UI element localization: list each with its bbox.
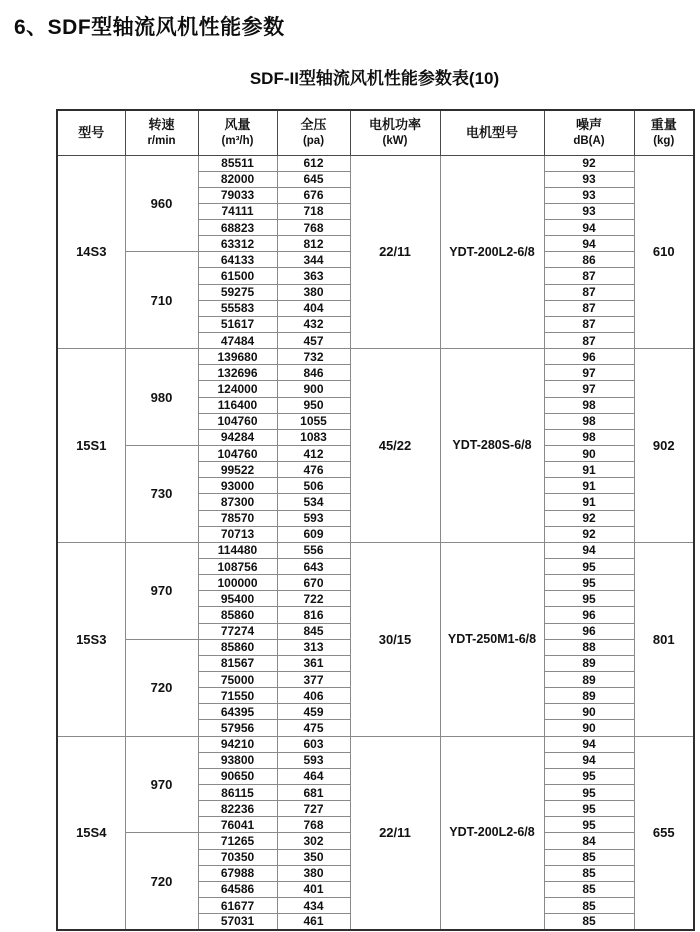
cell-flow: 82236 bbox=[198, 801, 277, 817]
cell-power: 30/15 bbox=[350, 542, 440, 736]
table-row bbox=[57, 349, 694, 365]
cell-model: 14S3 bbox=[57, 155, 125, 349]
cell-pressure: 768 bbox=[277, 817, 350, 833]
cell-pressure: 612 bbox=[277, 155, 350, 171]
cell-pressure: 609 bbox=[277, 526, 350, 542]
cell-noise: 87 bbox=[544, 268, 634, 284]
cell-flow: 100000 bbox=[198, 575, 277, 591]
cell-weight: 655 bbox=[634, 736, 694, 930]
cell-flow: 86115 bbox=[198, 784, 277, 800]
cell-flow: 77274 bbox=[198, 623, 277, 639]
column-header-weight bbox=[634, 110, 694, 155]
cell-flow: 70713 bbox=[198, 526, 277, 542]
cell-noise: 98 bbox=[544, 413, 634, 429]
cell-pressure: 1055 bbox=[277, 413, 350, 429]
cell-pressure: 406 bbox=[277, 688, 350, 704]
cell-speed: 970 bbox=[125, 736, 198, 833]
cell-flow: 64586 bbox=[198, 881, 277, 897]
cell-pressure: 534 bbox=[277, 494, 350, 510]
column-unit: (m³/h) bbox=[221, 134, 254, 147]
column-label: 电机功率 bbox=[368, 117, 421, 133]
cell-flow: 75000 bbox=[198, 672, 277, 688]
cell-flow: 47484 bbox=[198, 333, 277, 349]
cell-pressure: 350 bbox=[277, 849, 350, 865]
cell-pressure: 475 bbox=[277, 720, 350, 736]
cell-noise: 97 bbox=[544, 381, 634, 397]
cell-pressure: 434 bbox=[277, 897, 350, 913]
cell-flow: 104760 bbox=[198, 446, 277, 462]
cell-noise: 93 bbox=[544, 171, 634, 187]
cell-power: 22/11 bbox=[350, 155, 440, 349]
cell-noise: 95 bbox=[544, 784, 634, 800]
cell-flow: 64133 bbox=[198, 252, 277, 268]
cell-motor: YDT-200L2-6/8 bbox=[440, 155, 544, 349]
cell-flow: 95400 bbox=[198, 591, 277, 607]
cell-noise: 92 bbox=[544, 526, 634, 542]
cell-motor: YDT-280S-6/8 bbox=[440, 349, 544, 543]
table-header bbox=[57, 110, 694, 155]
cell-speed: 720 bbox=[125, 833, 198, 930]
column-header-model bbox=[57, 110, 125, 155]
cell-speed: 720 bbox=[125, 639, 198, 736]
column-header-flow bbox=[198, 110, 277, 155]
cell-pressure: 603 bbox=[277, 736, 350, 752]
cell-noise: 90 bbox=[544, 704, 634, 720]
cell-pressure: 432 bbox=[277, 316, 350, 332]
cell-noise: 85 bbox=[544, 849, 634, 865]
cell-flow: 51617 bbox=[198, 316, 277, 332]
cell-flow: 61677 bbox=[198, 897, 277, 913]
cell-pressure: 718 bbox=[277, 203, 350, 219]
cell-pressure: 506 bbox=[277, 478, 350, 494]
cell-noise: 95 bbox=[544, 768, 634, 784]
cell-noise: 98 bbox=[544, 397, 634, 413]
cell-flow: 71550 bbox=[198, 688, 277, 704]
cell-noise: 87 bbox=[544, 284, 634, 300]
table-row bbox=[57, 736, 694, 752]
cell-pressure: 643 bbox=[277, 559, 350, 575]
cell-power: 45/22 bbox=[350, 349, 440, 543]
cell-flow: 68823 bbox=[198, 220, 277, 236]
cell-noise: 92 bbox=[544, 510, 634, 526]
cell-noise: 96 bbox=[544, 607, 634, 623]
cell-pressure: 593 bbox=[277, 510, 350, 526]
cell-noise: 94 bbox=[544, 752, 634, 768]
cell-pressure: 676 bbox=[277, 187, 350, 203]
cell-noise: 94 bbox=[544, 542, 634, 558]
cell-model: 15S4 bbox=[57, 736, 125, 930]
header-row bbox=[57, 110, 694, 155]
cell-pressure: 404 bbox=[277, 300, 350, 316]
cell-noise: 89 bbox=[544, 672, 634, 688]
cell-flow: 59275 bbox=[198, 284, 277, 300]
cell-pressure: 457 bbox=[277, 333, 350, 349]
cell-speed: 970 bbox=[125, 542, 198, 639]
cell-noise: 91 bbox=[544, 462, 634, 478]
cell-noise: 92 bbox=[544, 155, 634, 171]
table-row bbox=[57, 155, 694, 171]
column-header-speed bbox=[125, 110, 198, 155]
cell-noise: 85 bbox=[544, 881, 634, 897]
cell-noise: 94 bbox=[544, 236, 634, 252]
cell-noise: 85 bbox=[544, 897, 634, 913]
cell-flow: 85860 bbox=[198, 607, 277, 623]
cell-flow: 93000 bbox=[198, 478, 277, 494]
cell-flow: 124000 bbox=[198, 381, 277, 397]
column-label: 转速 bbox=[148, 117, 175, 133]
cell-flow: 94210 bbox=[198, 736, 277, 752]
cell-pressure: 461 bbox=[277, 914, 350, 930]
cell-flow: 61500 bbox=[198, 268, 277, 284]
cell-pressure: 401 bbox=[277, 881, 350, 897]
cell-noise: 85 bbox=[544, 865, 634, 881]
cell-noise: 91 bbox=[544, 478, 634, 494]
cell-noise: 96 bbox=[544, 349, 634, 365]
cell-pressure: 645 bbox=[277, 171, 350, 187]
cell-flow: 85511 bbox=[198, 155, 277, 171]
cell-pressure: 816 bbox=[277, 607, 350, 623]
cell-speed: 980 bbox=[125, 349, 198, 446]
cell-motor: YDT-200L2-6/8 bbox=[440, 736, 544, 930]
cell-noise: 97 bbox=[544, 365, 634, 381]
cell-noise: 89 bbox=[544, 688, 634, 704]
column-unit: (kW) bbox=[382, 134, 408, 147]
cell-noise: 88 bbox=[544, 639, 634, 655]
column-header-pressure bbox=[277, 110, 350, 155]
cell-pressure: 344 bbox=[277, 252, 350, 268]
cell-pressure: 313 bbox=[277, 639, 350, 655]
cell-pressure: 670 bbox=[277, 575, 350, 591]
cell-pressure: 380 bbox=[277, 284, 350, 300]
column-header-power bbox=[350, 110, 440, 155]
cell-power: 22/11 bbox=[350, 736, 440, 930]
column-unit: r/min bbox=[147, 134, 176, 147]
cell-flow: 57031 bbox=[198, 914, 277, 930]
cell-pressure: 476 bbox=[277, 462, 350, 478]
cell-flow: 55583 bbox=[198, 300, 277, 316]
table-body bbox=[57, 155, 694, 930]
cell-weight: 902 bbox=[634, 349, 694, 543]
column-unit: (kg) bbox=[653, 134, 675, 147]
cell-noise: 90 bbox=[544, 446, 634, 462]
page-title: 6、SDF型轴流风机性能参数 bbox=[14, 16, 285, 39]
cell-pressure: 722 bbox=[277, 591, 350, 607]
cell-pressure: 950 bbox=[277, 397, 350, 413]
column-header-motor bbox=[440, 110, 544, 155]
cell-flow: 81567 bbox=[198, 655, 277, 671]
cell-noise: 94 bbox=[544, 736, 634, 752]
cell-flow: 74111 bbox=[198, 203, 277, 219]
cell-flow: 87300 bbox=[198, 494, 277, 510]
cell-noise: 84 bbox=[544, 833, 634, 849]
cell-pressure: 732 bbox=[277, 349, 350, 365]
cell-pressure: 380 bbox=[277, 865, 350, 881]
cell-noise: 93 bbox=[544, 187, 634, 203]
cell-flow: 116400 bbox=[198, 397, 277, 413]
cell-pressure: 302 bbox=[277, 833, 350, 849]
cell-model: 15S3 bbox=[57, 542, 125, 736]
column-unit: dB(A) bbox=[573, 134, 605, 147]
cell-speed: 710 bbox=[125, 252, 198, 349]
cell-noise: 94 bbox=[544, 220, 634, 236]
cell-flow: 108756 bbox=[198, 559, 277, 575]
cell-weight: 610 bbox=[634, 155, 694, 349]
column-label: 型号 bbox=[78, 124, 105, 140]
cell-pressure: 900 bbox=[277, 381, 350, 397]
cell-flow: 76041 bbox=[198, 817, 277, 833]
cell-noise: 87 bbox=[544, 316, 634, 332]
column-label: 风量 bbox=[224, 117, 251, 133]
cell-pressure: 768 bbox=[277, 220, 350, 236]
column-unit: (pa) bbox=[302, 134, 325, 147]
cell-noise: 91 bbox=[544, 494, 634, 510]
column-label: 全压 bbox=[300, 117, 327, 133]
cell-noise: 93 bbox=[544, 203, 634, 219]
cell-noise: 85 bbox=[544, 914, 634, 930]
cell-flow: 70350 bbox=[198, 849, 277, 865]
cell-flow: 104760 bbox=[198, 413, 277, 429]
cell-flow: 94284 bbox=[198, 429, 277, 445]
cell-flow: 82000 bbox=[198, 171, 277, 187]
cell-noise: 95 bbox=[544, 575, 634, 591]
cell-flow: 57956 bbox=[198, 720, 277, 736]
cell-pressure: 1083 bbox=[277, 429, 350, 445]
cell-model: 15S1 bbox=[57, 349, 125, 543]
table-row bbox=[57, 542, 694, 558]
cell-flow: 67988 bbox=[198, 865, 277, 881]
cell-flow: 63312 bbox=[198, 236, 277, 252]
cell-pressure: 363 bbox=[277, 268, 350, 284]
cell-pressure: 845 bbox=[277, 623, 350, 639]
cell-pressure: 727 bbox=[277, 801, 350, 817]
column-label: 噪声 bbox=[575, 117, 602, 133]
cell-flow: 114480 bbox=[198, 542, 277, 558]
cell-noise: 98 bbox=[544, 429, 634, 445]
cell-pressure: 459 bbox=[277, 704, 350, 720]
column-label: 重量 bbox=[650, 117, 677, 133]
cell-flow: 79033 bbox=[198, 187, 277, 203]
cell-noise: 87 bbox=[544, 333, 634, 349]
cell-noise: 95 bbox=[544, 591, 634, 607]
cell-speed: 730 bbox=[125, 446, 198, 543]
cell-flow: 139680 bbox=[198, 349, 277, 365]
cell-pressure: 412 bbox=[277, 446, 350, 462]
cell-flow: 78570 bbox=[198, 510, 277, 526]
cell-pressure: 681 bbox=[277, 784, 350, 800]
cell-speed: 960 bbox=[125, 155, 198, 252]
cell-noise: 89 bbox=[544, 655, 634, 671]
cell-motor: YDT-250M1-6/8 bbox=[440, 542, 544, 736]
cell-noise: 90 bbox=[544, 720, 634, 736]
cell-flow: 132696 bbox=[198, 365, 277, 381]
cell-flow: 93800 bbox=[198, 752, 277, 768]
cell-noise: 95 bbox=[544, 801, 634, 817]
column-label: 电机型号 bbox=[465, 124, 518, 140]
cell-pressure: 812 bbox=[277, 236, 350, 252]
cell-weight: 801 bbox=[634, 542, 694, 736]
cell-noise: 86 bbox=[544, 252, 634, 268]
cell-pressure: 361 bbox=[277, 655, 350, 671]
cell-noise: 95 bbox=[544, 559, 634, 575]
performance-table bbox=[56, 109, 695, 931]
cell-flow: 90650 bbox=[198, 768, 277, 784]
cell-flow: 85860 bbox=[198, 639, 277, 655]
cell-flow: 64395 bbox=[198, 704, 277, 720]
cell-pressure: 464 bbox=[277, 768, 350, 784]
cell-flow: 71265 bbox=[198, 833, 277, 849]
cell-flow: 99522 bbox=[198, 462, 277, 478]
cell-pressure: 846 bbox=[277, 365, 350, 381]
column-header-noise bbox=[544, 110, 634, 155]
cell-noise: 96 bbox=[544, 623, 634, 639]
cell-pressure: 593 bbox=[277, 752, 350, 768]
cell-pressure: 377 bbox=[277, 672, 350, 688]
table-title: SDF-II型轴流风机性能参数表(10) bbox=[249, 69, 500, 88]
cell-pressure: 556 bbox=[277, 542, 350, 558]
cell-noise: 95 bbox=[544, 817, 634, 833]
document-page bbox=[0, 11, 700, 932]
cell-noise: 87 bbox=[544, 300, 634, 316]
